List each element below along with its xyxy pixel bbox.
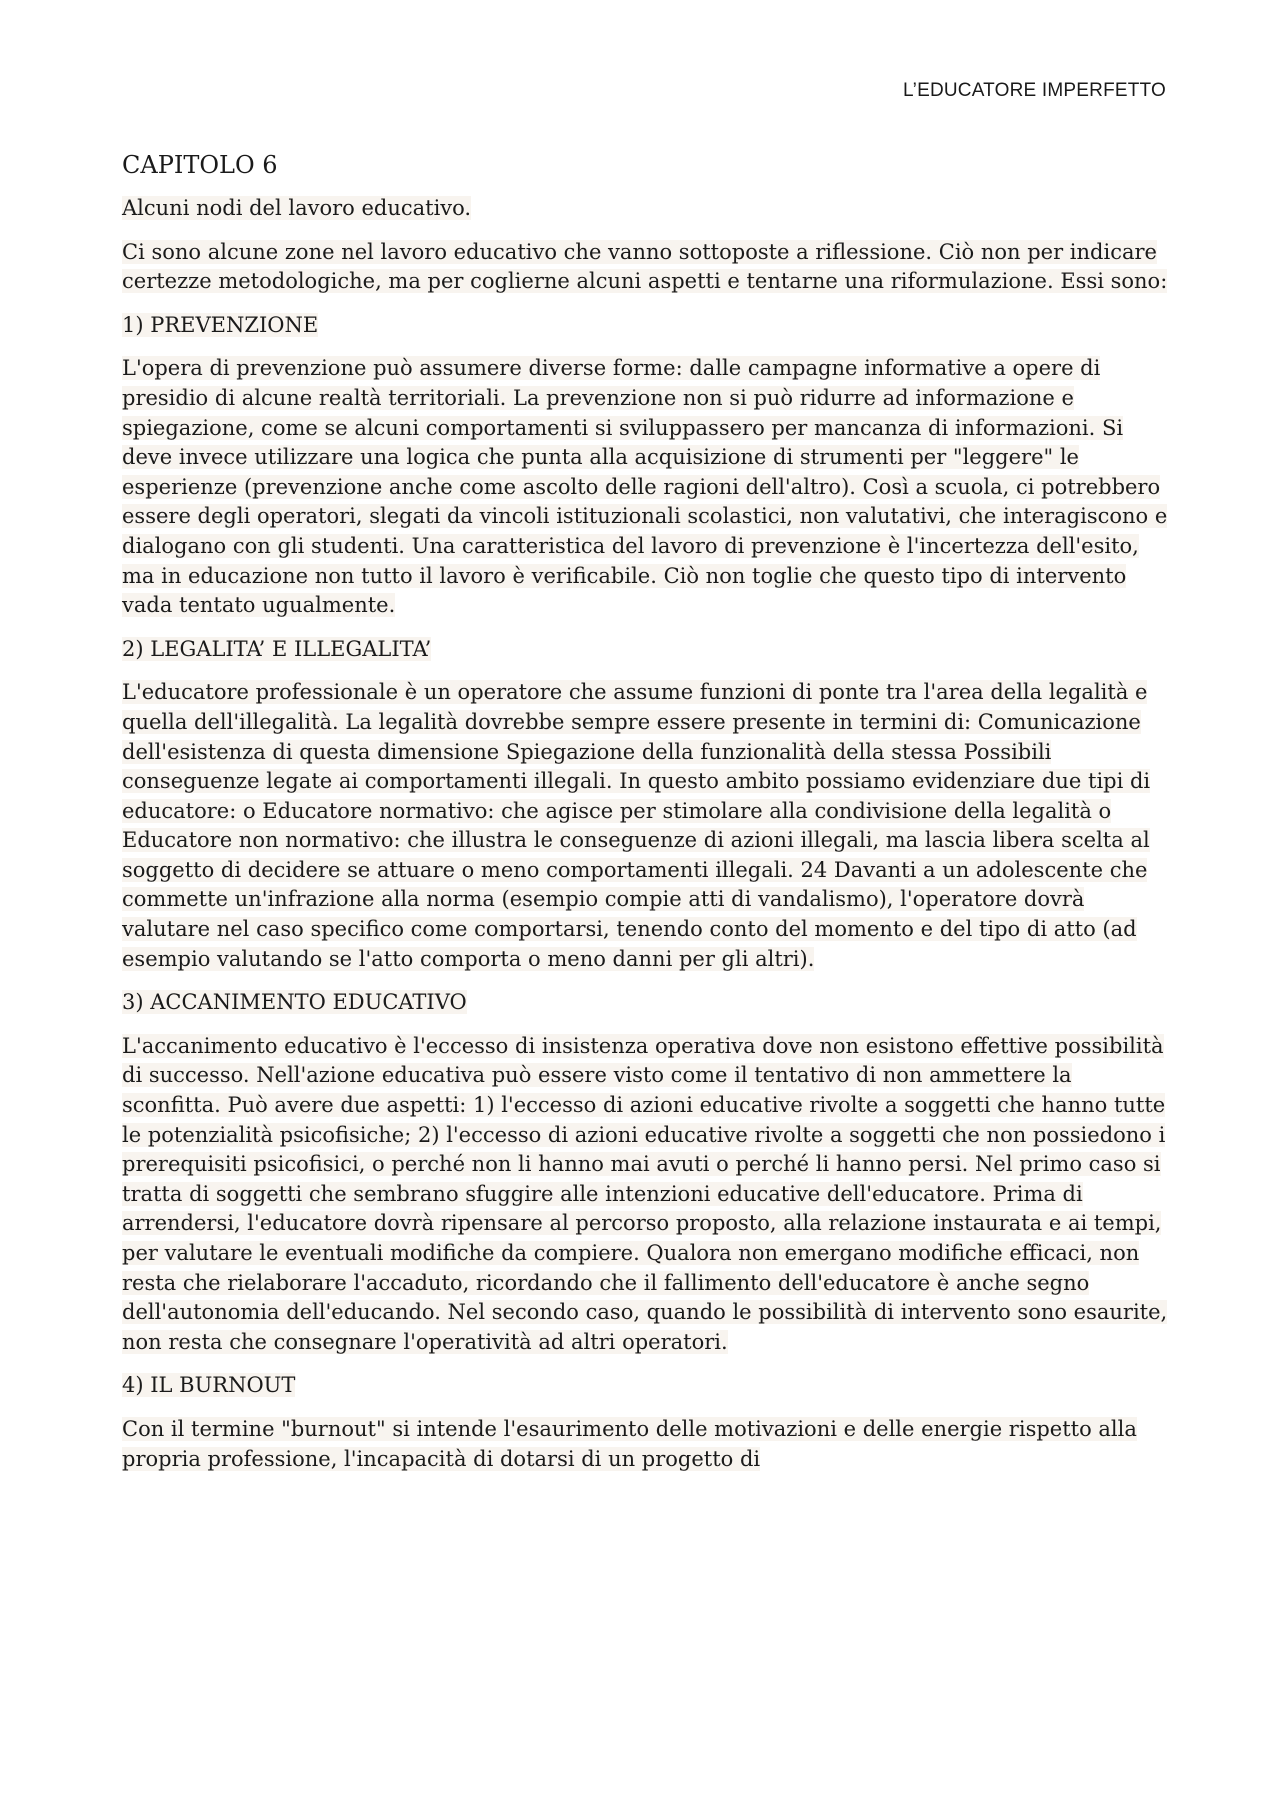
section-heading-legalita <box>122 635 1172 665</box>
chapter-title <box>122 150 1172 180</box>
section-body-legalita <box>122 678 1172 974</box>
chapter-title-text: CAPITOLO 6 <box>122 151 278 179</box>
chapter-subtitle <box>122 194 1172 224</box>
section-body-text: L'accanimento educativo è l'eccesso di insistenza operativa dove non esistono effettive possibilità di successo. Nell'azione educativa può essere visto come il tentativo di non ammettere la sconfitta. Può avere due aspetti: 1) l'eccesso di azioni educative rivolte a soggetti che hanno tutte le potenzialità psicofisiche; 2) l'eccesso di azioni educative rivolte a soggetti che non possiedono i prerequisiti psicofisici, o perché non li hanno mai avuti o perché li hanno persi. Nel primo caso si tratta di soggetti che sembrano sfuggire alle intenzioni educative dell'educatore. Prima di arrendersi, l'educatore dovrà ripensare al percorso proposto, alla relazione instaurata e ai tempi, per valutare le eventuali modifiche da compiere. Qualora non emergano modifiche efficaci, non resta che rielaborare l'accaduto, ricordando che il fallimento dell'educatore è anche segno dell'autonomia dell'educando. Nel secondo caso, quando le possibilità di intervento sono esaurite, non resta che consegnare l'operatività ad altri operatori. <box>122 1033 1168 1354</box>
section-heading-prevenzione <box>122 311 1172 341</box>
section-heading-text: 2) LEGALITA’ E ILLEGALITA’ <box>122 636 432 661</box>
running-header: L’EDUCATORE IMPERFETTO <box>902 80 1166 101</box>
section-body-accanimento <box>122 1032 1172 1358</box>
section-heading-text: 1) PREVENZIONE <box>122 312 319 337</box>
section-heading-accanimento <box>122 988 1172 1018</box>
chapter-intro-text: Ci sono alcune zone nel lavoro educativo che vanno sottoposte a riflessione. Ciò non per indicare certezze metodologiche, ma per coglierne alcuni aspetti e tentarne una riformulazione. Essi sono: <box>122 239 1168 294</box>
chapter-subtitle-text: Alcuni nodi del lavoro educativo. <box>122 196 472 220</box>
section-heading-text: 3) ACCANIMENTO EDUCATIVO <box>122 990 467 1015</box>
section-body-burnout <box>122 1415 1172 1474</box>
section-heading-text: 4) IL BURNOUT <box>122 1373 296 1398</box>
section-body-prevenzione <box>122 354 1172 620</box>
section-heading-burnout <box>122 1371 1172 1401</box>
section-body-text: L'opera di prevenzione può assumere diverse forme: dalle campagne informative a opere di presidio di alcune realtà territoriali. La prevenzione non si può ridurre ad informazione e spiegazione, come se alcuni comportamenti si sviluppassero per mancanza di informazioni. Si deve invece utilizzare una logica che punta alla acquisizione di strumenti per "leggere" le esperienze (prevenzione anche come ascolto delle ragioni dell'altro). Così a scuola, ci potrebbero essere degli operatori, slegati da vincoli istituzionali scolastici, non valutativi, che interagiscono e dialogano con gli studenti. Una caratteristica del lavoro di prevenzione è l'incertezza dell'esito, ma in educazione non tutto il lavoro è verificabile. Ciò non toglie che questo tipo di intervento vada tentato ugualmente. <box>122 356 1168 618</box>
chapter-intro <box>122 238 1172 297</box>
section-body-text: Con il termine "burnout" si intende l'esaurimento delle motivazioni e delle energie rispetto alla propria professione, l'incapacità di dotarsi di un progetto di <box>122 1416 1137 1471</box>
section-body-text: L'educatore professionale è un operatore che assume funzioni di ponte tra l'area della legalità e quella dell'illegalità. La legalità dovrebbe sempre essere presente in termini di: Comunicazione dell'esistenza di questa dimensione Spiegazione della funzionalità della stessa Possibili conseguenze legate ai comportamenti illegali. In questo ambito possiamo evidenziare due tipi di educatore: o Educatore normativo: che agisce per stimolare alla condivisione della legalità o Educatore non normativo: che illustra le conseguenze di azioni illegali, ma lascia libera scelta al soggetto di decidere se attuare o meno comportamenti illegali. 24 Davanti a un adolescente che commette un'infrazione alla norma (esempio compie atti di vandalismo), l'operatore dovrà valutare nel caso specifico come comportarsi, tenendo conto del momento e del tipo di atto (ad esempio valutando se l'atto comporta o meno danni per gli altri). <box>122 680 1151 971</box>
page-content <box>122 150 1172 1488</box>
